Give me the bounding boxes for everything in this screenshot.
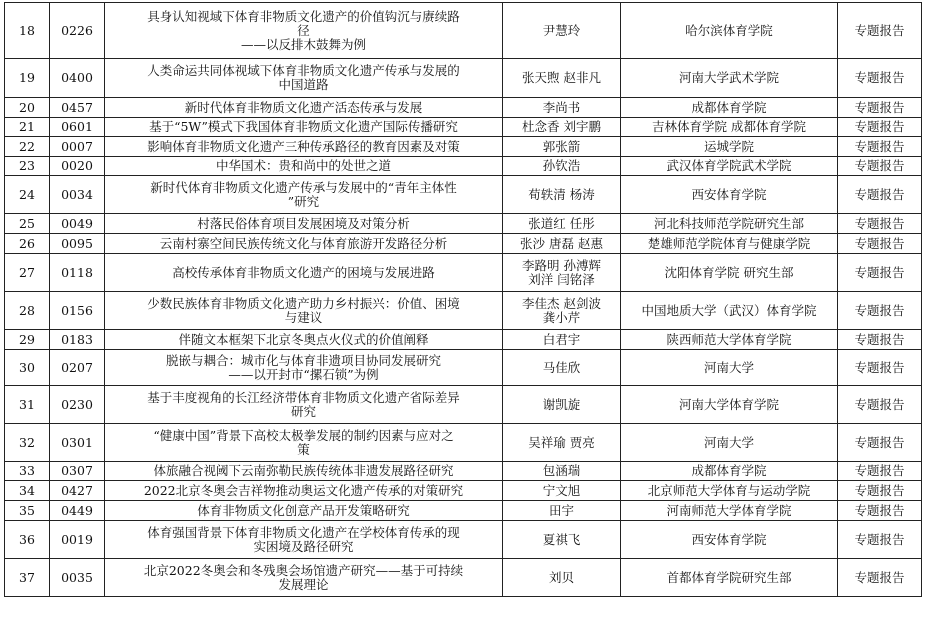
row-number: 34	[5, 481, 50, 501]
author-names: 白君宇	[503, 330, 621, 350]
table-row	[5, 157, 922, 176]
paper-code: 0601	[50, 118, 105, 137]
paper-title: 新时代体育非物质文化遗产活态传承与发展	[105, 98, 503, 118]
paper-title: 人类命运共同体视域下体育非物质文化遗产传承与发展的 中国道路	[105, 59, 503, 98]
paper-title: 中华国术：贵和尚中的处世之道	[105, 157, 503, 176]
report-type: 专题报告	[838, 462, 922, 481]
paper-title: 具身认知视域下体育非物质文化遗产的价值钩沉与赓续路 径 ——以反排木鼓舞为例	[105, 3, 503, 59]
row-number: 26	[5, 234, 50, 254]
institution: 河南大学武术学院	[621, 59, 838, 98]
document-page	[4, 2, 921, 597]
table-row	[5, 176, 922, 214]
table-row	[5, 234, 922, 254]
paper-code: 0307	[50, 462, 105, 481]
report-type: 专题报告	[838, 234, 922, 254]
paper-title: 伴随文本框架下北京冬奥点火仪式的价值阐释	[105, 330, 503, 350]
row-number: 29	[5, 330, 50, 350]
paper-code: 0035	[50, 559, 105, 597]
institution: 河北科技师范学院研究生部	[621, 214, 838, 234]
institution: 河南师范大学体育学院	[621, 501, 838, 521]
table-row	[5, 330, 922, 350]
author-names: 尹慧玲	[503, 3, 621, 59]
author-names: 张道红 任彤	[503, 214, 621, 234]
report-type: 专题报告	[838, 3, 922, 59]
institution: 楚雄师范学院体育与健康学院	[621, 234, 838, 254]
paper-code: 0020	[50, 157, 105, 176]
author-names: 宁文旭	[503, 481, 621, 501]
table-row	[5, 559, 922, 597]
report-type: 专题报告	[838, 350, 922, 386]
report-type: 专题报告	[838, 176, 922, 214]
table-row	[5, 424, 922, 462]
paper-title: 体育强国背景下体育非物质文化遗产在学校体育传承的现 实困境及路径研究	[105, 521, 503, 559]
table-row	[5, 98, 922, 118]
institution: 吉林体育学院 成都体育学院	[621, 118, 838, 137]
paper-title: 脱嵌与耦合：城市化与体育非遗项目协同发展研究 ——以开封市“摞石锁”为例	[105, 350, 503, 386]
author-names: 杜念香 刘宇鹏	[503, 118, 621, 137]
institution: 河南大学体育学院	[621, 386, 838, 424]
paper-code: 0034	[50, 176, 105, 214]
author-names: 吴祥瑜 贾亮	[503, 424, 621, 462]
institution: 西安体育学院	[621, 521, 838, 559]
row-number: 18	[5, 3, 50, 59]
paper-code: 0427	[50, 481, 105, 501]
table-row	[5, 118, 922, 137]
paper-title: 云南村寨空间民族传统文化与体育旅游开发路径分析	[105, 234, 503, 254]
institution: 中国地质大学（武汉）体育学院	[621, 292, 838, 330]
author-names: 张沙 唐磊 赵惠	[503, 234, 621, 254]
row-number: 27	[5, 254, 50, 292]
report-type: 专题报告	[838, 501, 922, 521]
table-body	[5, 3, 922, 597]
author-names: 李路明 孙溥辉 刘洋 闫铭泽	[503, 254, 621, 292]
author-names: 张天煦 赵非凡	[503, 59, 621, 98]
report-type: 专题报告	[838, 521, 922, 559]
table-row	[5, 137, 922, 157]
paper-code: 0207	[50, 350, 105, 386]
row-number: 33	[5, 462, 50, 481]
row-number: 36	[5, 521, 50, 559]
row-number: 22	[5, 137, 50, 157]
paper-title: 北京2022冬奥会和冬残奥会场馆遗产研究——基于可持续 发展理论	[105, 559, 503, 597]
paper-title: 体旅融合视阈下云南弥勒民族传统体非遗发展路径研究	[105, 462, 503, 481]
row-number: 23	[5, 157, 50, 176]
report-type: 专题报告	[838, 98, 922, 118]
paper-code: 0007	[50, 137, 105, 157]
paper-code: 0457	[50, 98, 105, 118]
report-type: 专题报告	[838, 386, 922, 424]
author-names: 荀轶清 杨涛	[503, 176, 621, 214]
institution: 沈阳体育学院 研究生部	[621, 254, 838, 292]
table-row	[5, 386, 922, 424]
paper-code: 0301	[50, 424, 105, 462]
row-number: 20	[5, 98, 50, 118]
paper-code: 0226	[50, 3, 105, 59]
table-row	[5, 3, 922, 59]
row-number: 21	[5, 118, 50, 137]
paper-title: 基于“5W”模式下我国体育非物质文化遗产国际传播研究	[105, 118, 503, 137]
table-row	[5, 481, 922, 501]
table-row	[5, 350, 922, 386]
author-names: 马佳欣	[503, 350, 621, 386]
table-row	[5, 214, 922, 234]
paper-code: 0095	[50, 234, 105, 254]
institution: 成都体育学院	[621, 98, 838, 118]
row-number: 19	[5, 59, 50, 98]
author-names: 刘贝	[503, 559, 621, 597]
report-type: 专题报告	[838, 137, 922, 157]
paper-code: 0400	[50, 59, 105, 98]
institution: 哈尔滨体育学院	[621, 3, 838, 59]
table-row	[5, 59, 922, 98]
paper-code: 0049	[50, 214, 105, 234]
paper-code: 0156	[50, 292, 105, 330]
row-number: 30	[5, 350, 50, 386]
report-type: 专题报告	[838, 214, 922, 234]
row-number: 35	[5, 501, 50, 521]
paper-title: 新时代体育非物质文化遗产传承与发展中的“青年主体性 ”研究	[105, 176, 503, 214]
report-type: 专题报告	[838, 254, 922, 292]
institution: 首都体育学院研究生部	[621, 559, 838, 597]
report-type: 专题报告	[838, 330, 922, 350]
paper-title: 高校传承体育非物质文化遗产的困境与发展进路	[105, 254, 503, 292]
paper-list-table	[4, 2, 922, 597]
institution: 运城学院	[621, 137, 838, 157]
author-names: 李尚书	[503, 98, 621, 118]
institution: 武汉体育学院武术学院	[621, 157, 838, 176]
author-names: 孙钦浩	[503, 157, 621, 176]
report-type: 专题报告	[838, 118, 922, 137]
author-names: 谢凯旋	[503, 386, 621, 424]
report-type: 专题报告	[838, 559, 922, 597]
row-number: 28	[5, 292, 50, 330]
row-number: 25	[5, 214, 50, 234]
row-number: 31	[5, 386, 50, 424]
report-type: 专题报告	[838, 157, 922, 176]
paper-title: 影响体育非物质文化遗产三种传承路径的教育因素及对策	[105, 137, 503, 157]
author-names: 李佳杰 赵剑波 龚小芹	[503, 292, 621, 330]
paper-title: 体育非物质文化创意产品开发策略研究	[105, 501, 503, 521]
row-number: 37	[5, 559, 50, 597]
table-row	[5, 462, 922, 481]
paper-code: 0183	[50, 330, 105, 350]
row-number: 32	[5, 424, 50, 462]
report-type: 专题报告	[838, 481, 922, 501]
institution: 河南大学	[621, 350, 838, 386]
author-names: 田宇	[503, 501, 621, 521]
paper-code: 0449	[50, 501, 105, 521]
institution: 陕西师范大学体育学院	[621, 330, 838, 350]
author-names: 郭张箭	[503, 137, 621, 157]
paper-code: 0019	[50, 521, 105, 559]
institution: 西安体育学院	[621, 176, 838, 214]
report-type: 专题报告	[838, 59, 922, 98]
institution: 成都体育学院	[621, 462, 838, 481]
institution: 北京师范大学体育与运动学院	[621, 481, 838, 501]
paper-title: “健康中国”背景下高校太极拳发展的制约因素与应对之 策	[105, 424, 503, 462]
paper-title: 村落民俗体育项目发展困境及对策分析	[105, 214, 503, 234]
paper-title: 基于丰度视角的长江经济带体育非物质文化遗产省际差异 研究	[105, 386, 503, 424]
report-type: 专题报告	[838, 424, 922, 462]
paper-code: 0230	[50, 386, 105, 424]
report-type: 专题报告	[838, 292, 922, 330]
table-row	[5, 254, 922, 292]
paper-title: 2022北京冬奥会吉祥物推动奥运文化遗产传承的对策研究	[105, 481, 503, 501]
table-row	[5, 292, 922, 330]
institution: 河南大学	[621, 424, 838, 462]
author-names: 包涵瑞	[503, 462, 621, 481]
table-row	[5, 521, 922, 559]
row-number: 24	[5, 176, 50, 214]
author-names: 夏祺飞	[503, 521, 621, 559]
table-row	[5, 501, 922, 521]
paper-title: 少数民族体育非物质文化遗产助力乡村振兴：价值、困境 与建议	[105, 292, 503, 330]
paper-code: 0118	[50, 254, 105, 292]
